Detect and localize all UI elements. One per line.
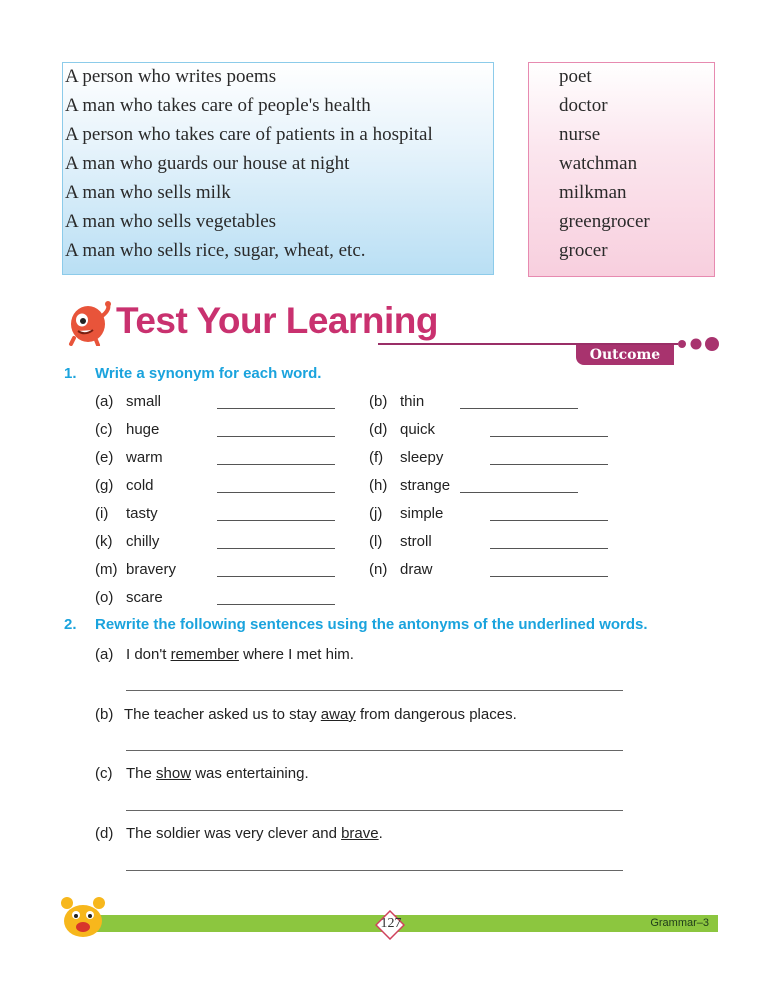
item-word: stroll xyxy=(400,533,432,550)
question-instruction: Write a synonym for each word. xyxy=(95,365,322,382)
item-word: tasty xyxy=(126,505,158,522)
sentence-text: The teacher asked us to stay xyxy=(124,706,321,723)
item-word: chilly xyxy=(126,533,160,550)
sentence xyxy=(124,706,517,723)
answer-word: grocer xyxy=(559,240,608,261)
answer-word: watchman xyxy=(559,153,638,174)
definition-text: A man who guards our house at night xyxy=(65,153,350,174)
sentence-text: . xyxy=(378,825,383,842)
item-label: (i) xyxy=(95,505,109,522)
underlined-word: remember xyxy=(170,646,239,663)
answer-blank[interactable] xyxy=(217,604,335,605)
item-label: (a) xyxy=(95,646,114,663)
sentence-text: The xyxy=(126,765,157,782)
item-label: (c) xyxy=(95,765,113,782)
answer-word: doctor xyxy=(559,95,608,116)
item-label: (k) xyxy=(95,533,113,550)
definitions-box xyxy=(62,62,494,275)
item-label: (d) xyxy=(369,421,388,438)
answer-blank[interactable] xyxy=(217,492,335,493)
answer-blank[interactable] xyxy=(490,520,608,521)
answer-blank[interactable] xyxy=(460,408,578,409)
answer-blank[interactable] xyxy=(490,576,608,577)
sentence-text: from dangerous places. xyxy=(355,706,517,723)
item-label: (j) xyxy=(369,505,383,522)
item-label: (d) xyxy=(95,825,114,842)
item-word: scare xyxy=(126,589,163,606)
answer-blank[interactable] xyxy=(217,436,335,437)
answer-blank[interactable] xyxy=(490,548,608,549)
item-label: (b) xyxy=(369,393,388,410)
sentence-text: where I met him. xyxy=(238,646,354,663)
item-label: (a) xyxy=(95,393,114,410)
underlined-word: show xyxy=(156,765,192,782)
definition-text: A man who sells milk xyxy=(65,182,231,203)
sentence xyxy=(126,765,309,782)
answer-word: milkman xyxy=(559,182,627,203)
item-label: (h) xyxy=(369,477,388,494)
section-title: Test Your Learning xyxy=(116,300,438,341)
item-word: small xyxy=(126,393,162,410)
answer-blank[interactable] xyxy=(217,408,335,409)
question-number: 2. xyxy=(64,616,77,633)
answer-word: poet xyxy=(559,66,592,87)
item-label: (e) xyxy=(95,449,114,466)
sentence-text: was entertaining. xyxy=(191,765,309,782)
answer-line[interactable] xyxy=(126,810,623,811)
answer-blank[interactable] xyxy=(490,436,608,437)
definition-text: A man who sells vegetables xyxy=(65,211,277,232)
answer-line[interactable] xyxy=(126,750,623,751)
answer-word: nurse xyxy=(559,124,601,145)
answer-blank[interactable] xyxy=(217,464,335,465)
sentence-text: The soldier was very clever and xyxy=(126,825,342,842)
outcome-label: Outcome xyxy=(576,345,674,365)
answers-box xyxy=(528,62,715,277)
decorative-dots-icon xyxy=(676,336,720,352)
item-word: quick xyxy=(400,421,436,438)
page-number: 127 xyxy=(380,916,402,931)
item-label: (o) xyxy=(95,589,114,606)
item-label: (g) xyxy=(95,477,114,494)
item-label: (b) xyxy=(95,706,114,723)
item-label: (c) xyxy=(95,421,113,438)
item-word: warm xyxy=(126,449,163,466)
item-word: cold xyxy=(126,477,154,494)
sentence-text: I don't xyxy=(126,646,171,663)
answer-word: greengrocer xyxy=(559,211,650,232)
mascot-icon xyxy=(66,300,114,346)
item-label: (l) xyxy=(369,533,383,550)
item-word: thin xyxy=(400,393,425,410)
answer-blank[interactable] xyxy=(217,520,335,521)
definition-text: A person who writes poems xyxy=(65,66,277,87)
underlined-word: brave xyxy=(341,825,379,842)
sentence xyxy=(126,646,354,663)
answer-blank[interactable] xyxy=(460,492,578,493)
question-number: 1. xyxy=(64,365,77,382)
question-instruction: Rewrite the following sentences using the antonyms of the underlined words. xyxy=(95,616,648,633)
definition-text: A man who takes care of people's health xyxy=(65,95,371,116)
item-word: simple xyxy=(400,505,444,522)
item-word: sleepy xyxy=(400,449,444,466)
answer-blank[interactable] xyxy=(217,576,335,577)
item-word: bravery xyxy=(126,561,177,578)
answer-line[interactable] xyxy=(126,870,623,871)
item-word: huge xyxy=(126,421,160,438)
item-label: (m) xyxy=(95,561,118,578)
book-title: Grammar–3 xyxy=(650,917,709,929)
item-label: (f) xyxy=(369,449,384,466)
item-word: draw xyxy=(400,561,433,578)
definition-text: A person who takes care of patients in a hospital xyxy=(65,124,433,145)
item-label: (n) xyxy=(369,561,388,578)
item-word: strange xyxy=(400,477,451,494)
answer-line[interactable] xyxy=(126,690,623,691)
footer-mascot-icon xyxy=(58,895,108,939)
answer-blank[interactable] xyxy=(490,464,608,465)
answer-blank[interactable] xyxy=(217,548,335,549)
underlined-word: away xyxy=(320,706,356,723)
sentence xyxy=(126,825,383,842)
definition-text: A man who sells rice, sugar, wheat, etc. xyxy=(65,240,366,261)
